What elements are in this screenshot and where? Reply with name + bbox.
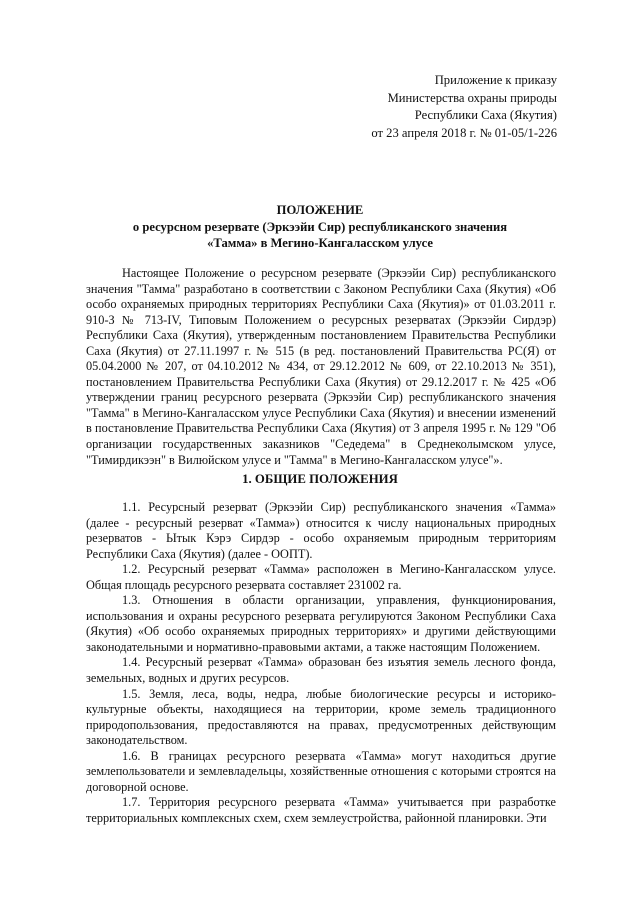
title-line-2: о ресурсном резервате (Эркээйи Сир) республиканского значения <box>132 219 508 234</box>
clause-1-5: 1.5. Земля, леса, воды, недра, любые биологические ресурсы и историко-культурные объекты, находящиеся на территории, кроме земель традиционного природопользования, предоставляются на правах, предусмотренных действующим законодательством. <box>86 686 556 748</box>
intro-paragraph: Настоящее Положение о ресурсном резервате (Эркээйи Сир) республиканского значения "Тамма" разработано в соответствии с Законом Республики Саха (Якутия) «Об особо охраняемых природных территориях Республики Саха (Якутия)» от 01.03.2011 г. 910-З № 713-IV, Типовым Положением о ресурсных резерватах (Эркээйи Сирдэр) Республики Саха (Якутия), утвержденным постановлением Правительства Республики Саха (Якутия) от 27.11.1997 г. № 515 (в ред. постановлений Правительства РС(Я) от 05.04.2000 № 207, от 04.10.2012 № 434, от 29.12.2012 № 609, от 22.10.2013 № 351), постановлением Правительства Республики Саха (Якутия) от 29.12.2017 г. № 425 «Об утверждении границ ресурсного резервата (Эркээйи Сир) республиканского значения "Тамма" в Мегино-Кангаласском улусе Республики Саха (Якутия) и внесении изменений в постановление Правительства Республики Саха (Якутия) от 3 апреля 1995 г. № 129 "Об организации государственных заказников "Седедема" в Среднеколымском улусе, "Тимирдикээн" в Вилюйском улусе и "Тамма" в Мегино-Кангаласском улусе"». <box>86 266 556 467</box>
clause-1-1: 1.1. Ресурсный резерват (Эркээйи Сир) республиканского значения «Тамма» (далее - ресурсный резерват «Тамма») относится к числу национальных природных резерватов - Ытык Кэрэ Сирдэр - особо охраняемым природным территориям Республики Саха (Якутия) (далее - ООПТ). <box>86 500 556 561</box>
appendix-line-3: Республики Саха (Якутия) <box>414 108 557 123</box>
document-title <box>60 202 580 252</box>
clause-1-2: 1.2. Ресурсный резерват «Тамма» расположен в Мегино-Кангаласском улусе. Общая площадь ресурсного резервата составляет 231002 га. <box>86 562 556 592</box>
appendix-line-1: Приложение к приказу <box>434 73 557 87</box>
title-line-3: «Тамма» в Мегино-Кангаласском улусе <box>207 236 433 251</box>
clause-1-4: 1.4. Ресурсный резерват «Тамма» образован без изъятия земель лесного фонда, земельных, водных и других ресурсов. <box>86 655 556 686</box>
clause-1-7: 1.7. Территория ресурсного резервата «Тамма» учитывается при разработке территориальных комплексных схем, схем землеустройства, районной планировки. Эти <box>86 795 556 825</box>
appendix-line-4: от 23 апреля 2018 г. № 01-05/1-226 <box>371 125 557 140</box>
section-heading: 1. ОБЩИЕ ПОЛОЖЕНИЯ <box>242 472 398 486</box>
clause-list <box>86 500 556 826</box>
appendix-line-2: Министерства охраны природы <box>387 90 557 105</box>
title-heading: ПОЛОЖЕНИЕ <box>276 203 364 217</box>
appendix-header <box>371 72 557 142</box>
clause-1-6: 1.6. В границах ресурсного резервата «Тамма» могут находиться другие землепользователи и землевладельцы, хозяйственные отношения с которыми строятся на договорной основе. <box>86 748 556 794</box>
clause-1-3: 1.3. Отношения в области организации, управления, функционирования, использования и охраны ресурсного резервата регулируются Законом Республики Саха (Якутия) «Об особо охраняемых природных территориях» и другими действующими законодательными и нормативно-правовыми актами, а также настоящим Положением. <box>86 593 556 654</box>
